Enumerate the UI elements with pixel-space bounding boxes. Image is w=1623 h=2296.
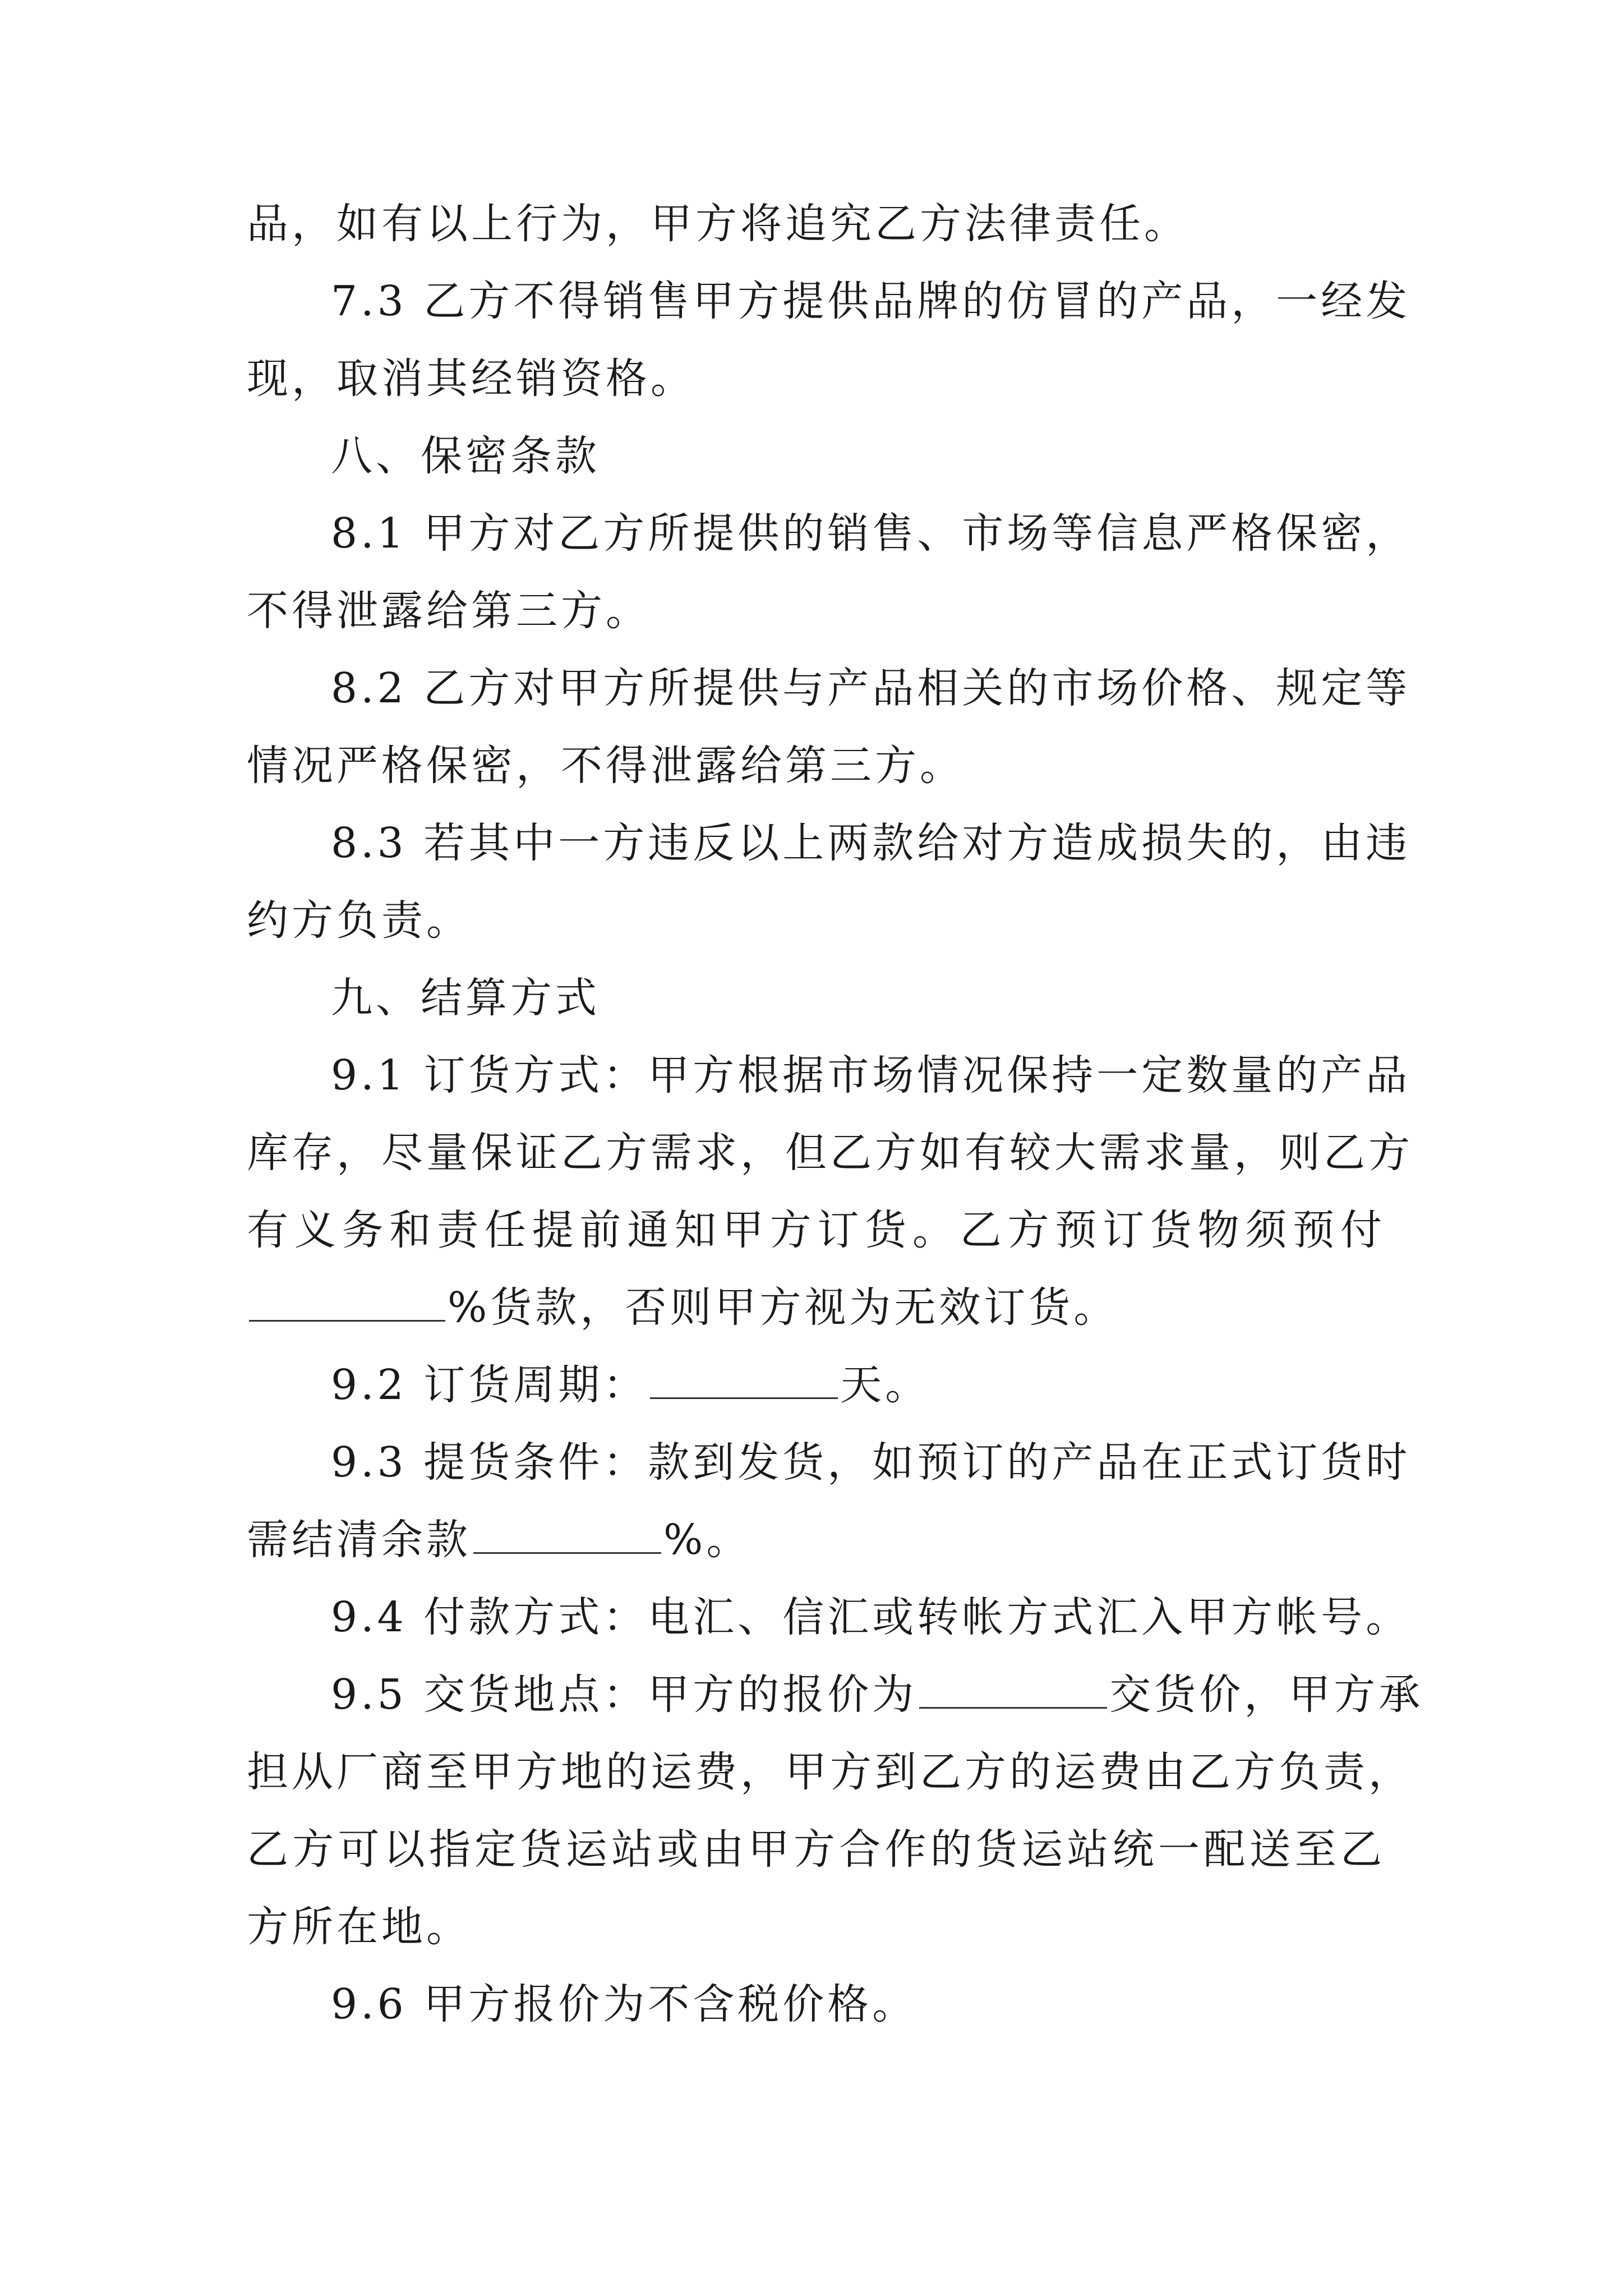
line-text: 需结清余款	[247, 1516, 471, 1564]
document-body	[247, 185, 1424, 2043]
text-line: 库存，尽量保证乙方需求，但乙方如有较大需求量，则乙方	[247, 1129, 1413, 1177]
line-text: %。	[663, 1516, 751, 1564]
section-heading-settlement: 九、结算方式	[331, 974, 600, 1022]
clause-9-2-line	[247, 1346, 1385, 1424]
text-line: 方所在地。	[247, 1903, 471, 1951]
text-line: 有义务和责任提前通知甲方订货。乙方预订货物须预付	[247, 1206, 1385, 1254]
text-line: 现，取消其经销资格。	[247, 355, 695, 403]
clause-7-3-line: 7.3 乙方不得销售甲方提供品牌的仿冒的产品，一经发	[331, 277, 1411, 325]
blank-field	[249, 1281, 445, 1322]
blank-field	[473, 1513, 661, 1554]
clause-8-3-line: 8.3 若其中一方违反以上两款给对方造成损失的，由违	[331, 819, 1411, 867]
text-line: 品，如有以上行为，甲方将追究乙方法律责任。	[247, 200, 1189, 248]
section-heading-confidentiality: 八、保密条款	[331, 432, 600, 480]
clause-9-4-line: 9.4 付款方式：电汇、信汇或转帐方式汇入甲方帐号。	[331, 1593, 1411, 1641]
text-line: 情况严格保密，不得泄露给第三方。	[247, 742, 965, 790]
line-text: 天。	[840, 1361, 930, 1409]
blank-field	[650, 1358, 838, 1399]
text-line	[247, 1501, 1385, 1579]
line-text: 交货价，甲方承	[1109, 1671, 1424, 1719]
clause-9-3-line: 9.3 提货条件：款到发货，如预订的产品在正式订货时	[331, 1438, 1411, 1487]
line-text: %货款，否则甲方视为无效订货。	[448, 1283, 1119, 1332]
text-line: 乙方可以指定货运站或由甲方合作的货运站统一配送至乙	[247, 1825, 1385, 1874]
text-line: 不得泄露给第三方。	[247, 587, 651, 635]
line-text: 9.2 订货周期：	[331, 1361, 648, 1409]
text-line: 约方负责。	[247, 896, 471, 945]
text-line: 担从厂商至甲方地的运费，甲方到乙方的运费由乙方负责，	[247, 1748, 1413, 1796]
clause-9-6-line: 9.6 甲方报价为不含税价格。	[331, 1980, 917, 2028]
clause-8-1-line: 8.1 甲方对乙方所提供的销售、市场等信息严格保密，	[331, 509, 1411, 558]
blank-field	[919, 1668, 1107, 1709]
clause-8-2-line: 8.2 乙方对甲方所提供与产品相关的市场价格、规定等	[331, 664, 1411, 712]
clause-9-1-line: 9.1 订货方式：甲方根据市场情况保持一定数量的产品	[331, 1051, 1411, 1099]
clause-9-5-line	[247, 1656, 1424, 1733]
line-text: 9.5 交货地点：甲方的报价为	[331, 1671, 917, 1719]
text-line	[247, 1269, 1385, 1346]
